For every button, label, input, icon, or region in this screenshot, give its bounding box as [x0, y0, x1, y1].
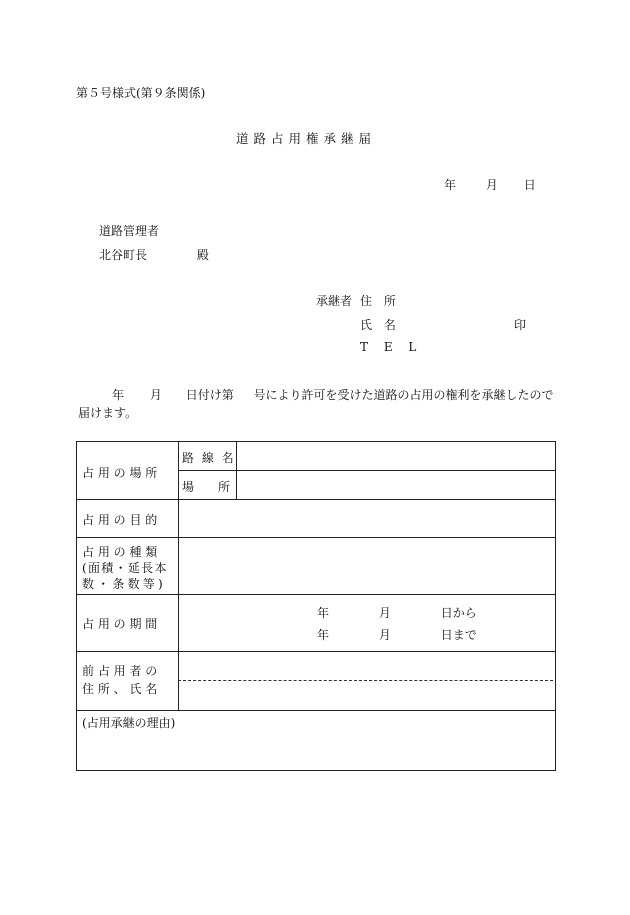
body-month: 月 — [149, 388, 162, 402]
type-label-line2: (面積・延長本 — [82, 561, 168, 575]
location-label: 占 用 の 場 所 — [82, 466, 158, 480]
application-table — [76, 441, 556, 771]
purpose-field[interactable] — [180, 501, 554, 535]
body-text-line2: 届けます。 — [78, 406, 138, 420]
date-year-label: 年 — [444, 178, 457, 192]
successor-name-label: 氏 名 — [360, 318, 400, 332]
table-row-divider — [77, 710, 555, 711]
previous-occupant-name-field[interactable] — [180, 682, 554, 708]
addressee-mayor: 北谷町長 — [99, 248, 148, 262]
successor-tel-label: T E L — [360, 340, 423, 354]
period-from-line — [317, 604, 477, 621]
document-title: 道路占用権承継届 — [236, 131, 377, 146]
body-text-rest: 号により許可を受けた道路の占用の権利を承継したので — [253, 388, 554, 402]
seal-mark: 印 — [514, 318, 527, 332]
date-line — [444, 176, 536, 193]
previous-occupant-label-line1: 前 占 用 者 の — [82, 664, 158, 678]
type-label-line3: 数・条数等) — [82, 577, 166, 591]
table-row-divider — [77, 499, 555, 500]
period-from-year: 年 — [317, 606, 330, 620]
previous-occupant-label-line2: 住 所 、 氏 名 — [82, 682, 158, 696]
period-label: 占 用 の 期 間 — [82, 617, 158, 631]
form-number: 第５号様式(第９条関係) — [76, 86, 206, 100]
body-text-line1 — [78, 386, 554, 403]
table-label-divider — [178, 442, 179, 710]
period-to-end: 日まで — [440, 628, 477, 642]
table-row-divider — [77, 651, 555, 652]
purpose-label: 占 用 の 目 的 — [82, 513, 158, 527]
successor-label: 承継者 — [316, 294, 353, 308]
place-field[interactable] — [238, 472, 554, 497]
type-label-line1: 占 用 の 種 類 — [82, 545, 158, 559]
table-row-divider — [77, 537, 555, 538]
date-month-label: 月 — [485, 178, 498, 192]
body-year: 年 — [112, 388, 125, 402]
successor-address-label: 住 所 — [360, 294, 400, 308]
reason-label: (占用承継の理由) — [82, 716, 176, 730]
body-date-number: 日付け第 — [185, 388, 234, 402]
addressee-name — [99, 246, 209, 263]
period-from-end: 日から — [440, 606, 477, 620]
table-route-divider — [178, 470, 555, 471]
period-to-month: 月 — [378, 628, 391, 642]
addressee-honorific: 殿 — [196, 248, 209, 262]
reason-field[interactable] — [80, 732, 554, 768]
period-to-line — [317, 626, 477, 643]
table-row-divider — [77, 594, 555, 595]
period-from-month: 月 — [378, 606, 391, 620]
period-to-year: 年 — [317, 628, 330, 642]
date-day-label: 日 — [523, 178, 536, 192]
table-dashed-divider — [178, 680, 553, 681]
route-name-label: 路 線 名 — [182, 451, 236, 465]
route-name-field[interactable] — [238, 443, 554, 468]
place-label: 場 所 — [182, 480, 231, 494]
previous-occupant-address-field[interactable] — [180, 653, 554, 678]
type-field[interactable] — [180, 539, 554, 592]
addressee-title: 道路管理者 — [99, 224, 160, 238]
